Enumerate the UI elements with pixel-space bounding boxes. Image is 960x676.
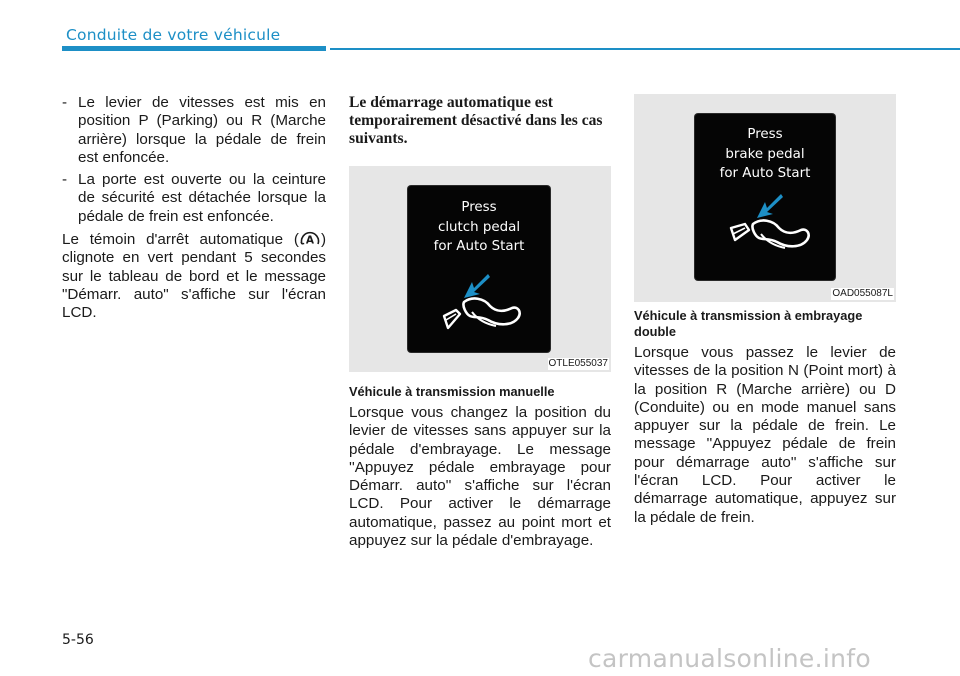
clutch-pedal-icon xyxy=(438,272,526,334)
body-paragraph: Lorsque vous changez la position du levier de vitesses sans appuyer sur la pédale d'embrayage. Le message ''Appuyez pédale embrayage pour Démarr. auto'' s'affiche sur l'écran LCD. Pour activer le démarrage automatique, passez au point mort et appuyez sur la pédale d'embrayage. xyxy=(349,404,611,550)
lcd-screen xyxy=(695,114,835,280)
page-number: 5-56 xyxy=(62,632,94,648)
lcd-line: Press xyxy=(461,200,497,215)
figure-caption: Véhicule à transmission à embrayage double xyxy=(634,308,863,339)
indicator-paragraph xyxy=(62,230,326,322)
lcd-message xyxy=(408,198,550,257)
header-rule-thick xyxy=(62,46,326,51)
figure-code: OAD055087L xyxy=(832,288,893,299)
figure-caption: Véhicule à transmission manuelle xyxy=(349,384,555,399)
indicator-text-after: ) clignote en vert pendant 5 secondes sur le tableau de bord et le message "Démarr. auto" s'affiche sur l'écran LCD. xyxy=(62,231,326,322)
lcd-line: clutch pedal xyxy=(437,219,521,235)
lcd-line: brake pedal xyxy=(725,146,805,162)
auto-stop-a-icon xyxy=(300,230,320,247)
bullet-text: La porte est ouverte ou la ceinture de sécurité est détachée lorsque la pédale de frein est enfoncée. xyxy=(78,171,326,225)
column-left xyxy=(62,94,326,323)
body-paragraph: Lorsque vous passez le levier de vitesses de la position N (Point mort) à la position R (Marche arrière) ou D (Conduite) ou en mode manuel sans appuyer sur la pédale de frein. Le message ''Appuyez pédale de frein pour démarrage auto'' s'affiche sur l'écran LCD. Pour activer le démarrage automatique, appuyez sur la pédale de frein. xyxy=(634,344,896,526)
figure-brake-display xyxy=(634,94,896,302)
list-item xyxy=(62,171,326,226)
header-rule-thin xyxy=(330,48,960,50)
column-right xyxy=(634,94,896,527)
figure-clutch-display xyxy=(349,166,611,372)
lcd-line: for Auto Start xyxy=(433,239,525,254)
brake-pedal-icon xyxy=(723,194,813,256)
indicator-text-before: Le témoin d'arrêt automatique ( xyxy=(62,231,299,249)
lcd-message xyxy=(695,125,835,184)
list-item xyxy=(62,94,326,167)
bullet-text: Le levier de vitesses est mis en position P (Parking) ou R (Marche arrière) lorsque la pédale de frein est enfoncée. xyxy=(78,94,326,166)
column-middle xyxy=(349,94,611,550)
bullet-marker: - xyxy=(62,171,68,189)
section-heading: Le démarrage automatique est temporairement désactivé dans les cas suivants. xyxy=(349,94,603,147)
lcd-line: Press xyxy=(747,127,783,142)
watermark: carmanualsonline.info xyxy=(588,644,871,673)
svg-text:A: A xyxy=(305,234,315,247)
section-title: Conduite de votre véhicule xyxy=(66,26,281,44)
figure-code: OTLE055037 xyxy=(548,358,608,369)
lcd-screen xyxy=(408,186,550,352)
lcd-line: for Auto Start xyxy=(719,166,811,181)
bullet-marker: - xyxy=(62,94,68,111)
